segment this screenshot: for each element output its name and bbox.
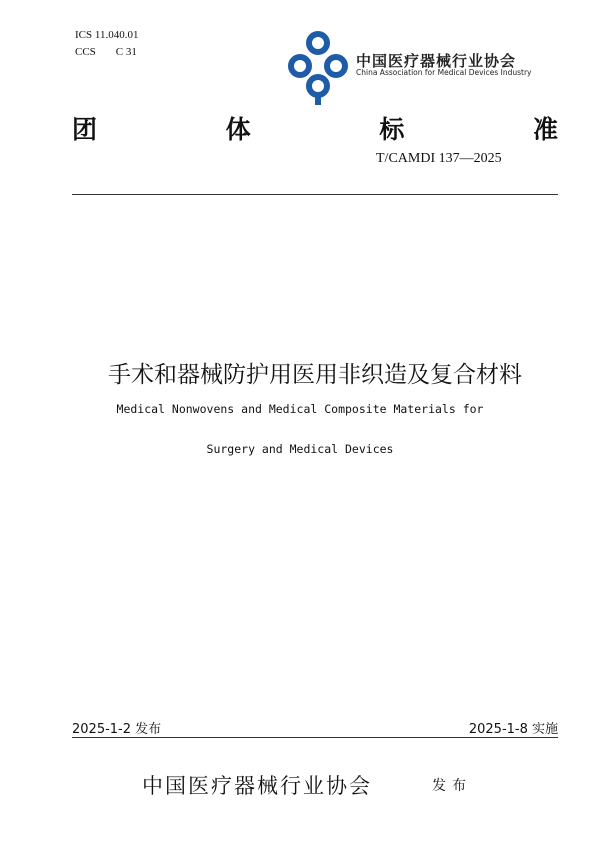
issuer-name: 中国医疗器械行业协会 (142, 774, 372, 798)
ics-code: ICS 11.040.01 (75, 29, 139, 41)
ccs-code (75, 46, 137, 58)
document-code: T/CAMDI 137—2025 (376, 151, 502, 166)
ccs-label: CCS (75, 46, 96, 58)
title-en-line2: Surgery and Medical Devices (206, 442, 394, 456)
implement-date: 2025-1-8 实施 (468, 722, 558, 737)
kind-char: 标 (379, 115, 405, 144)
kind-char: 团 (72, 115, 98, 144)
footer-divider (72, 737, 558, 738)
org-name-cn: 中国医疗器械行业协会 (356, 52, 517, 70)
issue-label: 发布 (432, 778, 472, 794)
title-en-line1: Medical Nonwovens and Medical Composite Materials for (116, 402, 484, 416)
title-cn: 手术和器械防护用医用非织造及复合材料 (108, 362, 522, 388)
publish-date: 2025-1-2 发布 (72, 722, 162, 737)
org-name-en: China Association for Medical Devices Industry (356, 68, 532, 77)
camdi-logo-icon (287, 30, 349, 105)
document-kind (72, 110, 558, 146)
kind-char: 准 (532, 115, 558, 144)
kind-char: 体 (225, 115, 251, 144)
ccs-value: C 31 (115, 46, 137, 58)
header-divider (72, 194, 558, 195)
